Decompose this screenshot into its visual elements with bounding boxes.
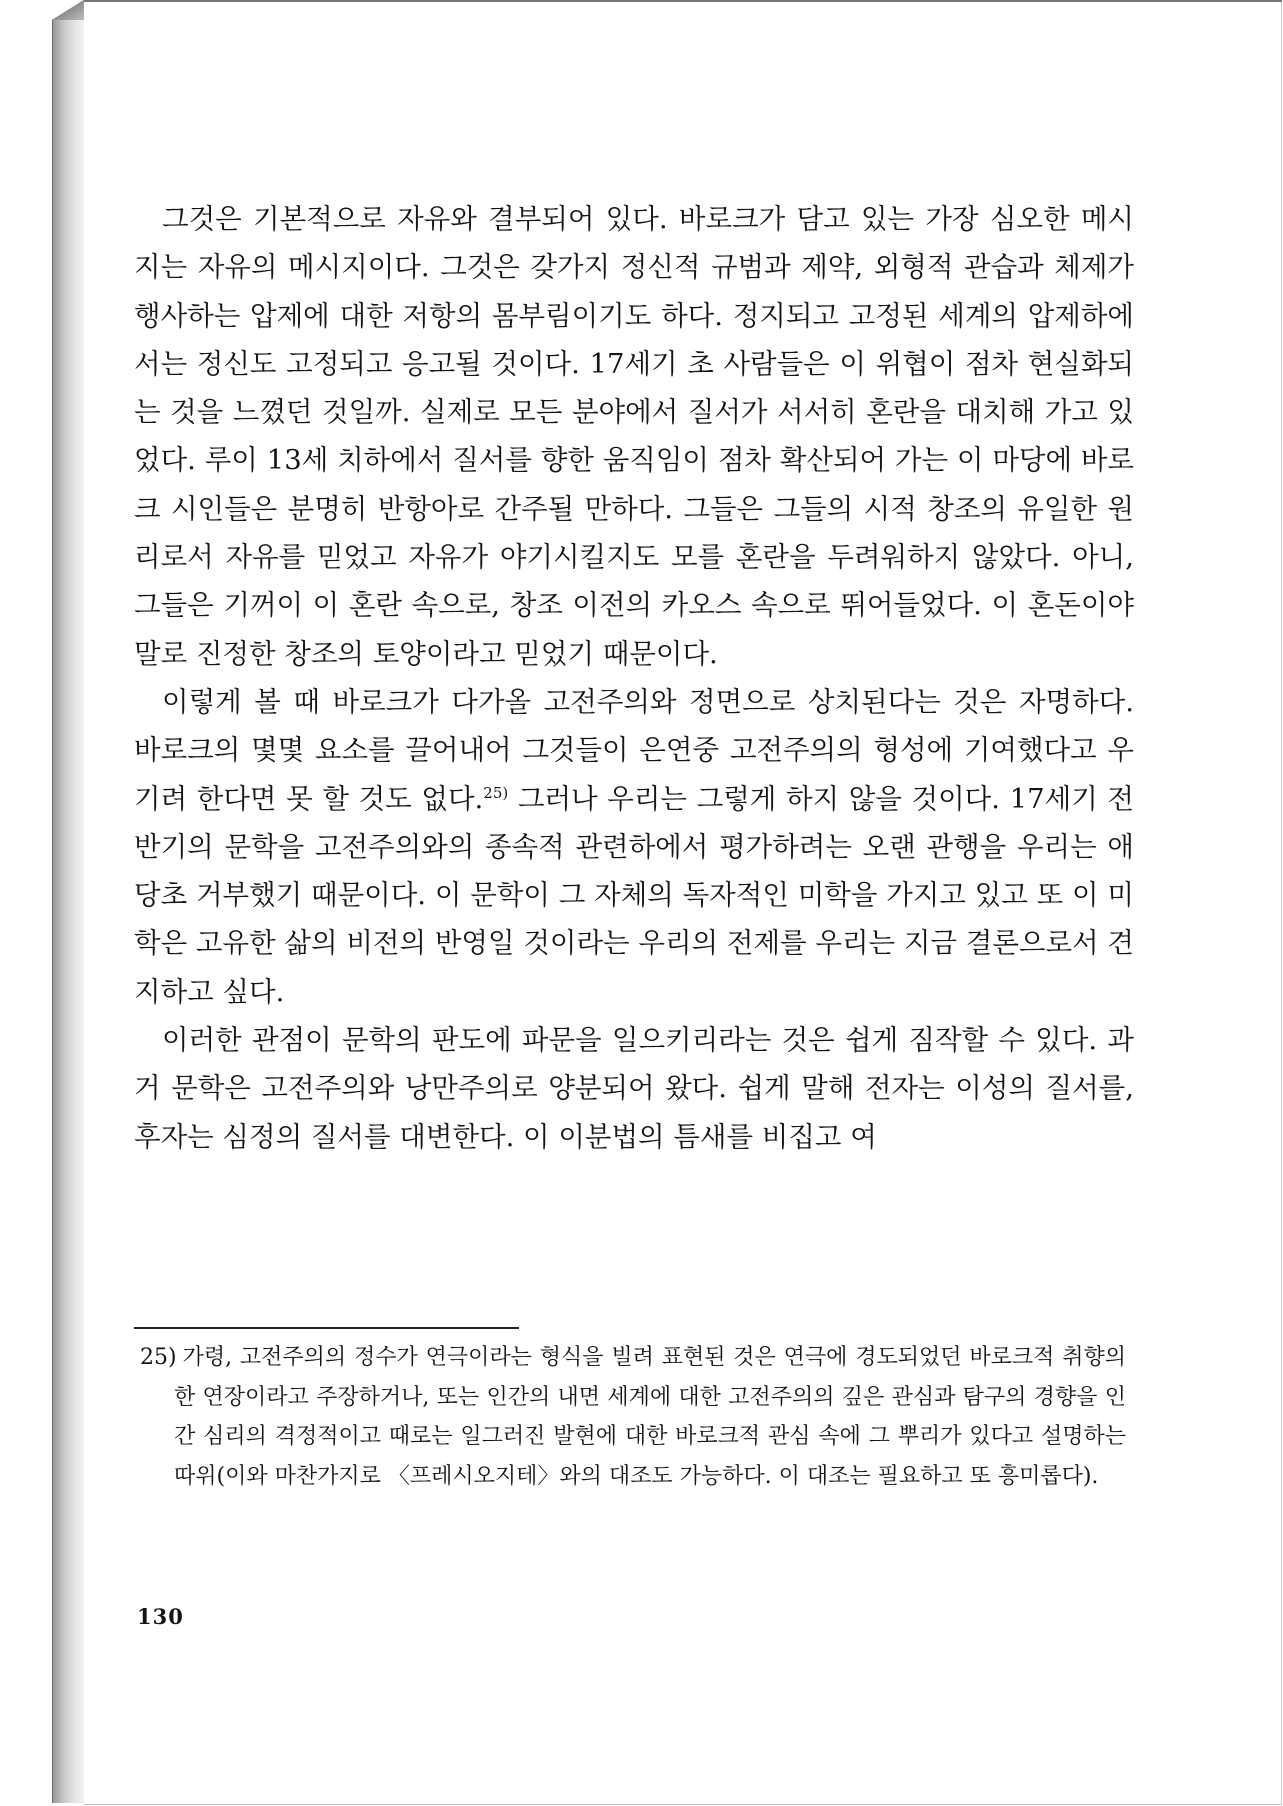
body-text <box>134 195 1134 1161</box>
paragraph-2-text: 이렇게 볼 때 바로크가 다가올 고전주의와 정면으로 상치된다는 것은 자명하다. 바로크의 몇몇 요소를 끌어내어 그것들이 은연중 고전주의의 형성에 기여했다고 우기려 한다면 못 할 것도 없다. <box>134 685 1134 815</box>
book-spine-edge <box>52 18 85 1803</box>
footnote <box>140 1338 1126 1497</box>
paragraph-1: 그것은 기본적으로 자유와 결부되어 있다. 바로크가 담고 있는 가장 심오한 메시지는 자유의 메시지이다. 그것은 갖가지 정신적 규범과 제약, 외형적 관습과 체제가 행사하는 압제에 대한 저항의 몸부림이기도 하다. 정지되고 고정된 세계의 압제하에서는 정신도 고정되고 응고될 것이다. 17세기 초 사람들은 이 위협이 점차 현실화되는 것을 느꼈던 것일까. 실제로 모든 분야에서 질서가 서서히 혼란을 대치해 가고 있었다. 루이 13세 치하에서 질서를 향한 움직임이 점차 확산되어 가는 이 마당에 바로크 시인들은 분명히 반항아로 간주될 만하다. 그들은 그들의 시적 창조의 유일한 원리로서 자유를 믿었고 자유가 야기시킬지도 모를 혼란을 두려워하지 않았다. 아니, 그들은 기꺼이 이 혼란 속으로, 창조 이전의 카오스 속으로 뛰어들었다. 이 혼돈이야말로 진정한 창조의 토양이라고 믿었기 때문이다. <box>134 203 1134 670</box>
paragraph-2-continued: 그러나 우리는 그렇게 하지 않을 것이다. 17세기 전반기의 문학을 고전주의와의 종속적 관련하에서 평가하려는 오랜 관행을 우리는 애당초 거부했기 때문이다. 이 문학이 그 자체의 독자적인 미학을 가지고 있고 또 이 미학은 고유한 삶의 비전의 반영일 것이라는 우리의 전제를 우리는 지금 결론으로서 견지하고 싶다. <box>134 782 1134 1008</box>
footnote-text: 가령, 고전주의의 정수가 연극이라는 형식을 빌려 표현된 것은 연극에 경도되었던 바로크적 취향의 한 연장이라고 주장하거나, 또는 인간의 내면 세계에 대한 고전주의의 깊은 관심과 탐구의 경향을 인간 심리의 격정적이고 때로는 일그러진 발현에 대한 바로크적 관심 속에 그 뿌리가 있다고 설명하는 따위(이와 마찬가지로 〈프레시오지테〉와의 대조도 가능하다. 이 대조는 필요하고 또 흥미롭다). <box>174 1345 1126 1490</box>
footnote-reference[interactable]: 25) <box>483 783 509 802</box>
footnote-item <box>140 1338 1126 1497</box>
paragraph-3: 이러한 관점이 문학의 판도에 파문을 일으키리라는 것은 쉽게 짐작할 수 있다. 과거 문학은 고전주의와 낭만주의로 양분되어 왔다. 쉽게 말해 전자는 이성의 질서를, 후자는 심정의 질서를 대변한다. 이 이분법의 틈새를 비집고 여 <box>134 1024 1134 1153</box>
page-number: 130 <box>137 1604 184 1629</box>
footnote-divider <box>134 1327 519 1329</box>
paragraph-2 <box>134 678 1134 1016</box>
book-corner <box>52 0 84 20</box>
footnote-number: 25) <box>140 1345 177 1370</box>
